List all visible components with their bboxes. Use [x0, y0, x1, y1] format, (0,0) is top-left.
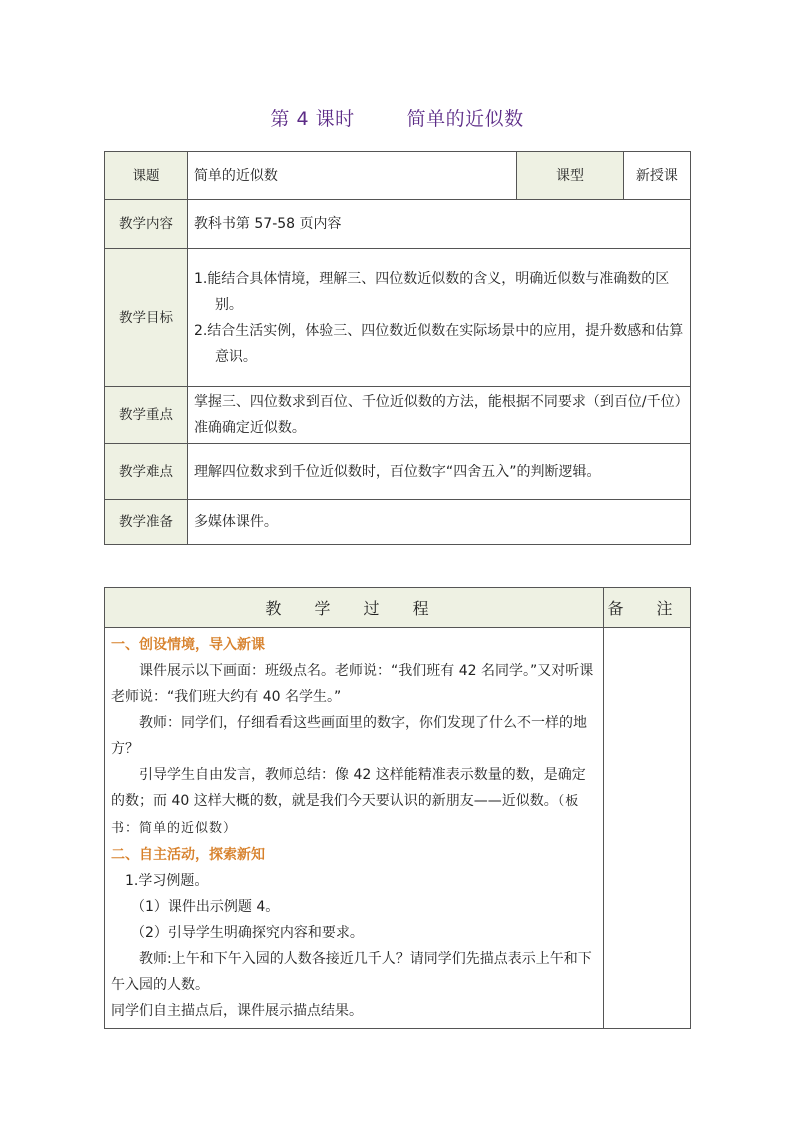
lesson-topic: 简单的近似数	[406, 108, 524, 130]
section-title: 二、自主活动，探索新知	[111, 847, 265, 863]
board-note: （板书：简单的近似数）	[111, 794, 580, 836]
objective-item: 1.能结合具体情境，理解三、四位数近似数的含义，明确近似数与准确数的区别。	[193, 270, 670, 313]
prep-label: 教学准备	[105, 500, 188, 545]
key-label: 教学重点	[105, 387, 188, 444]
process-body-row	[105, 628, 691, 1029]
notes-header: 备 注	[604, 588, 691, 628]
row-objectives	[105, 249, 691, 387]
sub-step-item: （2）引导学生明确探究内容和要求。	[131, 925, 364, 941]
objectives-list	[194, 266, 684, 370]
type-value: 新授课	[623, 152, 690, 200]
sub-step-item: （1）课件出示例题 4。	[131, 899, 280, 915]
paragraph: 同学们自主描点后，课件展示描点结果。	[111, 1003, 363, 1019]
page-title	[0, 104, 794, 131]
teaching-process-table	[104, 587, 691, 1029]
paragraph	[111, 762, 598, 842]
objectives-value	[187, 249, 690, 387]
type-label: 课型	[517, 152, 624, 200]
lesson-info-table	[104, 151, 691, 545]
section-title: 一、创设情境，导入新课	[111, 637, 265, 653]
subject-value: 简单的近似数	[187, 152, 516, 200]
prep-value: 多媒体课件。	[187, 500, 690, 545]
notes-cell	[604, 628, 691, 1029]
paragraph: 教师：同学们，仔细看看这些画面里的数字，你们发现了什么不一样的地方？	[111, 715, 587, 757]
row-subject	[105, 152, 691, 200]
difficulty-label: 教学难点	[105, 444, 188, 500]
row-prep	[105, 500, 691, 545]
process-header-row	[105, 588, 691, 628]
subject-label: 课题	[105, 152, 188, 200]
process-content	[105, 628, 604, 1029]
objectives-label: 教学目标	[105, 249, 188, 387]
difficulty-value: 理解四位数求到千位近似数时，百位数字“四舍五入”的判断逻辑。	[187, 444, 690, 500]
content-value: 教科书第 57-58 页内容	[187, 200, 690, 249]
paragraph-text: 引导学生自由发言，教师总结：像 42 这样能精准表示数量的数，是确定的数；而 40 这样大概的数，就是我们今天要认识的新朋友——近似数。	[111, 767, 586, 809]
lesson-number: 第 4 课时	[270, 108, 355, 130]
step-item: 1.学习例题。	[125, 873, 209, 889]
process-header: 教 学 过 程	[105, 588, 604, 628]
paragraph: 教师:上午和下午入园的人数各接近几千人？请同学们先描点表示上午和下午入园的人数。	[111, 951, 592, 993]
row-content	[105, 200, 691, 249]
row-key	[105, 387, 691, 444]
content-label: 教学内容	[105, 200, 188, 249]
key-value: 掌握三、四位数求到百位、千位近似数的方法，能根据不同要求（到百位/千位）准确确定近似数。	[187, 387, 690, 444]
objective-item: 2.结合生活实例，体验三、四位数近似数在实际场景中的应用，提升数感和估算意识。	[193, 322, 684, 365]
paragraph: 课件展示以下画面：班级点名。老师说：“我们班有 42 名同学。”又对听课老师说：“我们班大约有 40 名学生。”	[111, 663, 594, 705]
row-difficulty	[105, 444, 691, 500]
